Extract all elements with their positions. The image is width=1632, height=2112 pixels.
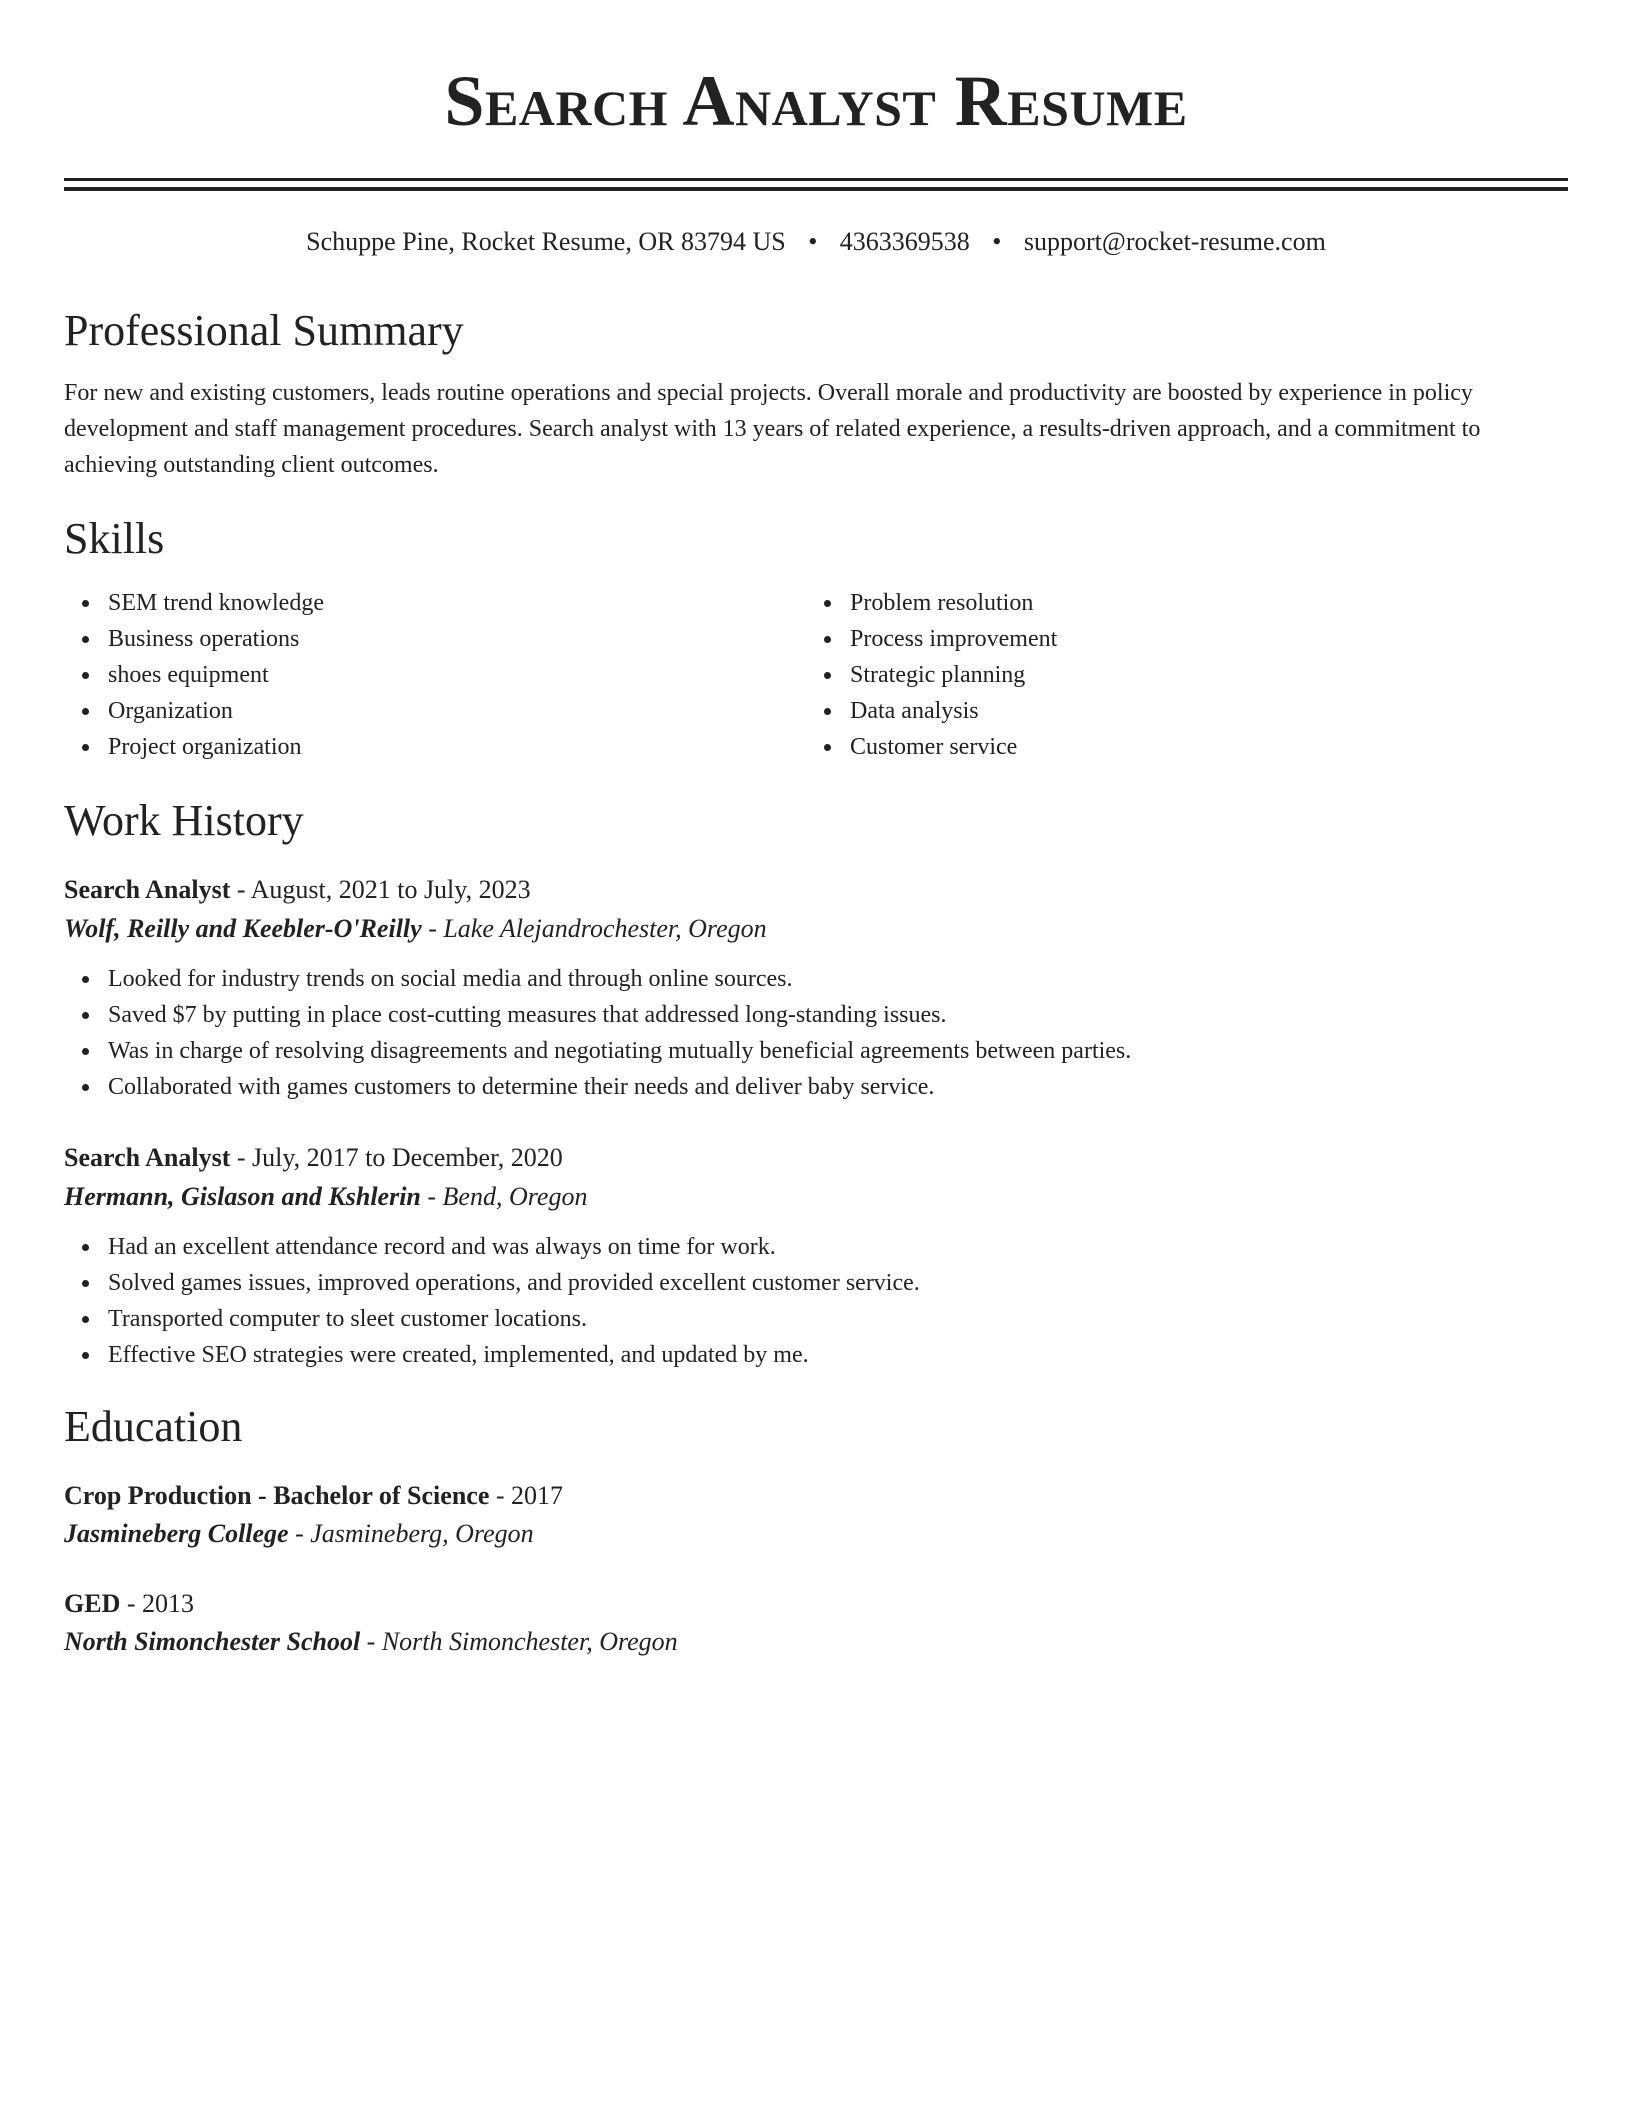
education-entry bbox=[64, 1585, 1568, 1661]
title-divider-top bbox=[64, 178, 1568, 181]
job-company: Hermann, Gislason and Kshlerin bbox=[64, 1182, 421, 1211]
education-degree-line bbox=[64, 1477, 1568, 1515]
skill-item: shoes equipment bbox=[108, 657, 806, 693]
job-company-line bbox=[64, 909, 1568, 949]
job-title: Search Analyst bbox=[64, 1143, 231, 1172]
skill-item: Process improvement bbox=[850, 621, 1548, 657]
education-degree: Crop Production - Bachelor of Science bbox=[64, 1481, 490, 1510]
job-bullet: Solved games issues, improved operations, and provided excellent customer service. bbox=[108, 1265, 1568, 1301]
skills-list-left bbox=[64, 585, 806, 765]
education-location: - North Simonchester, Oregon bbox=[360, 1627, 678, 1656]
job-entry bbox=[64, 871, 1568, 1105]
contact-address: Schuppe Pine, Rocket Resume, OR 83794 US bbox=[306, 227, 786, 256]
job-dates: - August, 2021 to July, 2023 bbox=[230, 875, 531, 904]
skill-item: SEM trend knowledge bbox=[108, 585, 806, 621]
job-title-line bbox=[64, 1139, 1568, 1177]
job-company-line bbox=[64, 1177, 1568, 1217]
job-title-line bbox=[64, 871, 1568, 909]
contact-phone: 4363369538 bbox=[839, 227, 970, 256]
section-heading-work-history: Work History bbox=[64, 796, 304, 845]
education-year: - 2013 bbox=[120, 1589, 195, 1618]
job-bullet: Collaborated with games customers to determine their needs and deliver baby service. bbox=[108, 1069, 1568, 1105]
job-location: - Bend, Oregon bbox=[420, 1182, 588, 1211]
contact-line bbox=[64, 225, 1568, 259]
contact-separator: • bbox=[808, 227, 818, 256]
section-heading-summary: Professional Summary bbox=[64, 306, 464, 355]
section-heading-education: Education bbox=[64, 1402, 243, 1451]
education-school-line bbox=[64, 1515, 1568, 1553]
job-bullet: Transported computer to sleet customer locations. bbox=[108, 1301, 1568, 1337]
education-year: - 2017 bbox=[489, 1481, 564, 1510]
job-bullet: Saved $7 by putting in place cost-cutting measures that addressed long-standing issues. bbox=[108, 997, 1568, 1033]
education-location: - Jasmineberg, Oregon bbox=[288, 1519, 534, 1548]
job-bullet: Looked for industry trends on social media and through online sources. bbox=[108, 961, 1568, 997]
job-bullet: Was in charge of resolving disagreements and negotiating mutually beneficial agreements between parties. bbox=[108, 1033, 1568, 1069]
job-company: Wolf, Reilly and Keebler-O'Reilly bbox=[64, 914, 422, 943]
job-entry bbox=[64, 1139, 1568, 1373]
education-school-line bbox=[64, 1623, 1568, 1661]
job-location: - Lake Alejandrochester, Oregon bbox=[421, 914, 767, 943]
education-school: North Simonchester School bbox=[64, 1627, 361, 1656]
job-dates: - July, 2017 to December, 2020 bbox=[230, 1143, 563, 1172]
skill-item: Customer service bbox=[850, 729, 1548, 765]
title-divider-bottom bbox=[64, 187, 1568, 191]
skill-item: Project organization bbox=[108, 729, 806, 765]
skills-grid bbox=[64, 585, 1568, 765]
job-title: Search Analyst bbox=[64, 875, 231, 904]
skill-item: Problem resolution bbox=[850, 585, 1548, 621]
summary-text: For new and existing customers, leads routine operations and special projects. Overall morale and productivity are boosted by experience in policy development and staff management procedures. Search analyst with 13 years of related experience, a results-driven approach, and a commitment to achieving outstanding client outcomes. bbox=[64, 380, 1481, 478]
skill-item: Business operations bbox=[108, 621, 806, 657]
education-school: Jasmineberg College bbox=[64, 1519, 289, 1548]
job-bullet: Had an excellent attendance record and was always on time for work. bbox=[108, 1229, 1568, 1265]
job-bullets bbox=[64, 961, 1568, 1105]
contact-email: support@rocket-resume.com bbox=[1023, 227, 1326, 256]
job-bullet: Effective SEO strategies were created, implemented, and updated by me. bbox=[108, 1337, 1568, 1373]
contact-separator: • bbox=[992, 227, 1002, 256]
education-entry bbox=[64, 1477, 1568, 1553]
skills-section bbox=[64, 511, 1568, 765]
work-history-section bbox=[64, 793, 1568, 1373]
skill-item: Strategic planning bbox=[850, 657, 1548, 693]
skill-item: Organization bbox=[108, 693, 806, 729]
section-heading-skills: Skills bbox=[64, 514, 165, 563]
skills-list-right bbox=[806, 585, 1548, 765]
job-bullets bbox=[64, 1229, 1568, 1373]
resume-title: Search Analyst Resume bbox=[444, 61, 1188, 141]
education-degree: GED bbox=[64, 1589, 121, 1618]
education-degree-line bbox=[64, 1585, 1568, 1623]
professional-summary-section bbox=[64, 303, 1568, 483]
education-section bbox=[64, 1399, 1568, 1661]
skill-item: Data analysis bbox=[850, 693, 1548, 729]
